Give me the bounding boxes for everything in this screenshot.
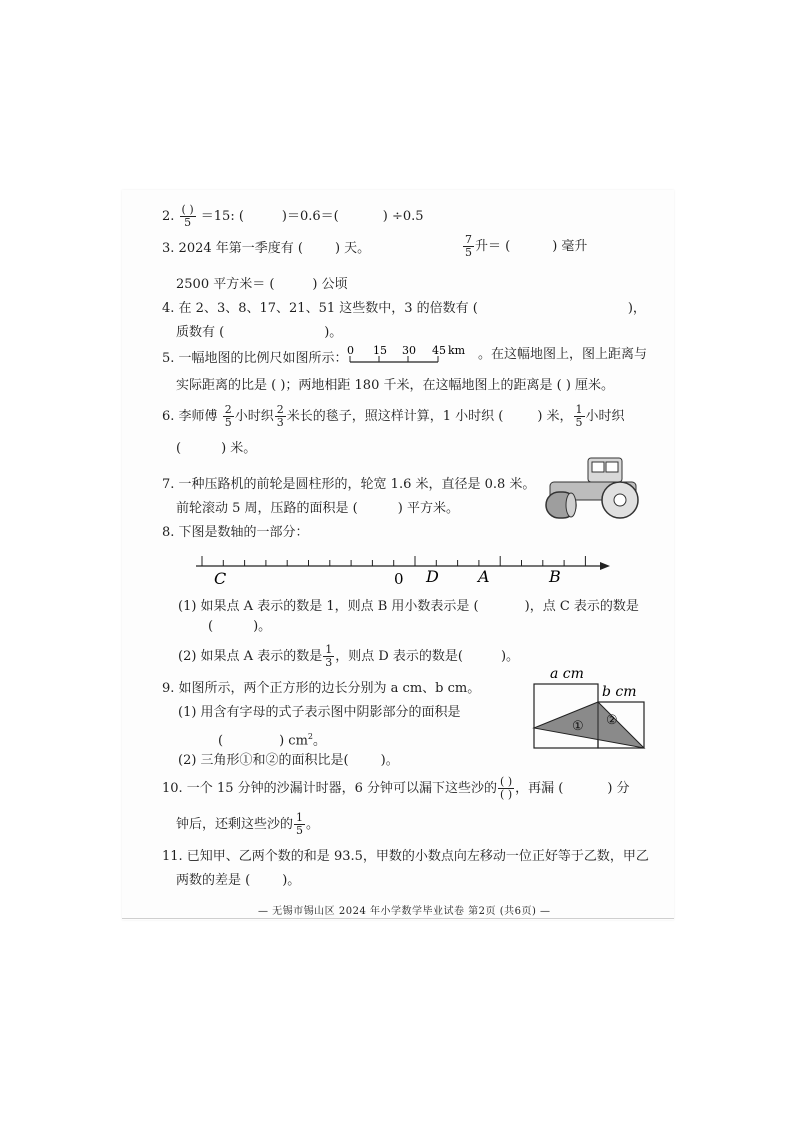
triangle-1-label: ① bbox=[572, 719, 584, 734]
question-8: 8. 下图是数轴的一部分： bbox=[162, 525, 309, 540]
question-8-sub1: (1) 如果点 A 表示的数是 1，则点 B 用小数表示是 ( )，点 C 表示的数是 bbox=[178, 599, 639, 614]
scale-bar bbox=[344, 342, 478, 370]
question-9-sub1: (1) 用含有字母的式子表示图中阴影部分的面积是 bbox=[178, 705, 461, 720]
question-3-part2: $\frac{7}{5}$ 升＝ ( ) 毫升 bbox=[465, 233, 588, 259]
fraction: $\frac{1}{3}$ bbox=[325, 643, 333, 669]
scale-unit: km bbox=[448, 344, 466, 357]
question-5-cont: 。在这幅地图上，图上距离与 bbox=[478, 347, 648, 362]
question-7-line2: 前轮滚动 5 周，压路的面积是 ( ) 平方米。 bbox=[176, 501, 459, 516]
point-label-zero: 0 bbox=[394, 570, 404, 588]
question-3: 3. 2024 年第一季度有 ( ) 天。 bbox=[162, 241, 371, 256]
fraction: $\frac{( )}{5}$ bbox=[181, 203, 194, 229]
question-6-line2: ( ) 米。 bbox=[176, 441, 257, 456]
point-label-b: B bbox=[549, 567, 561, 586]
fraction: $\frac{( )}{( )}$ bbox=[500, 775, 513, 801]
question-9-sub2: (2) 三角形①和②的面积比是( )。 bbox=[178, 753, 399, 768]
triangle-2-label: ② bbox=[606, 713, 618, 728]
question-8-sub2: (2) 如果点 A 表示的数是 $\frac{1}{3}$ ，则点 D 表示的数是( )。 bbox=[178, 643, 520, 669]
question-9-sub1-line2: ( ) $cm^2$。 bbox=[218, 732, 326, 749]
question-4-line2: 质数有 ( )。 bbox=[176, 325, 343, 340]
question-8-sub1-line2: ( )。 bbox=[208, 619, 272, 634]
two-squares-figure bbox=[530, 664, 648, 754]
label-a: a cm bbox=[550, 666, 584, 682]
point-label-a: A bbox=[478, 567, 490, 586]
label-b: b cm bbox=[602, 684, 637, 700]
scale-label: 45 bbox=[432, 344, 446, 357]
fraction: $\frac{2}{5}$ bbox=[224, 403, 232, 429]
question-7: 7. 一种压路机的前轮是圆柱形的，轮宽 1.6 米，直径是 0.8 米。 bbox=[162, 477, 536, 492]
fraction: $\frac{2}{3}$ bbox=[276, 403, 284, 429]
question-5-line2: 实际距离的比是 ( )；两地相距 180 千米，在这幅地图上的距离是 ( ) 厘米。 bbox=[176, 378, 615, 393]
question-5: 5. 一幅地图的比例尺如图所示： bbox=[162, 351, 348, 366]
page-bottom-edge bbox=[122, 918, 674, 919]
fraction: $\frac{7}{5}$ bbox=[465, 233, 472, 259]
point-label-d: D bbox=[426, 567, 439, 586]
question-11-line2: 两数的差是 ( )。 bbox=[176, 873, 301, 888]
road-roller-illustration bbox=[540, 454, 646, 524]
scale-label: 30 bbox=[402, 344, 416, 357]
page-footer: — 无锡市锡山区 2024 年小学数学毕业试卷 第2页 (共6页) — bbox=[258, 906, 551, 917]
question-9: 9. 如图所示，两个正方形的边长分别为 a cm、b cm。 bbox=[162, 681, 481, 696]
fraction: $\frac{1}{5}$ bbox=[296, 811, 304, 837]
fraction: $\frac{1}{5}$ bbox=[575, 403, 583, 429]
scale-label: 15 bbox=[373, 344, 387, 357]
question-10-line2: 钟后，还剩这些沙的 $\frac{1}{5}$ 。 bbox=[176, 811, 320, 837]
question-11: 11. 已知甲、乙两个数的和是 93.5，甲数的小数点向左移动一位正好等于乙数，甲乙 bbox=[162, 849, 649, 864]
point-label-c: C bbox=[214, 569, 227, 588]
question-2: 2. $\frac{( )}{5}$ ＝15: ( )＝0.6＝( ) ÷0.5 bbox=[162, 203, 424, 229]
question-10: 10. 一个 15 分钟的沙漏计时器，6 分钟可以漏下这些沙的 $\frac{( )}{( )}$ ，再漏 ( ) 分 bbox=[162, 775, 630, 801]
question-3-line2: 2500 平方米＝ ( ) 公顷 bbox=[176, 277, 348, 292]
question-6: 6. 李师傅 $\frac{2}{5}$ 小时织 $\frac{2}{3}$ 米长的毯子，照这样计算，1 小时织 ( ) 米， $\frac{1}{5}$ 小时织 bbox=[162, 403, 625, 429]
number-line bbox=[192, 548, 616, 588]
scale-label: 0 bbox=[347, 344, 354, 357]
question-4: 4. 在 2、3、8、17、21、51 这些数中，3 的倍数有 ( )， bbox=[162, 301, 646, 316]
